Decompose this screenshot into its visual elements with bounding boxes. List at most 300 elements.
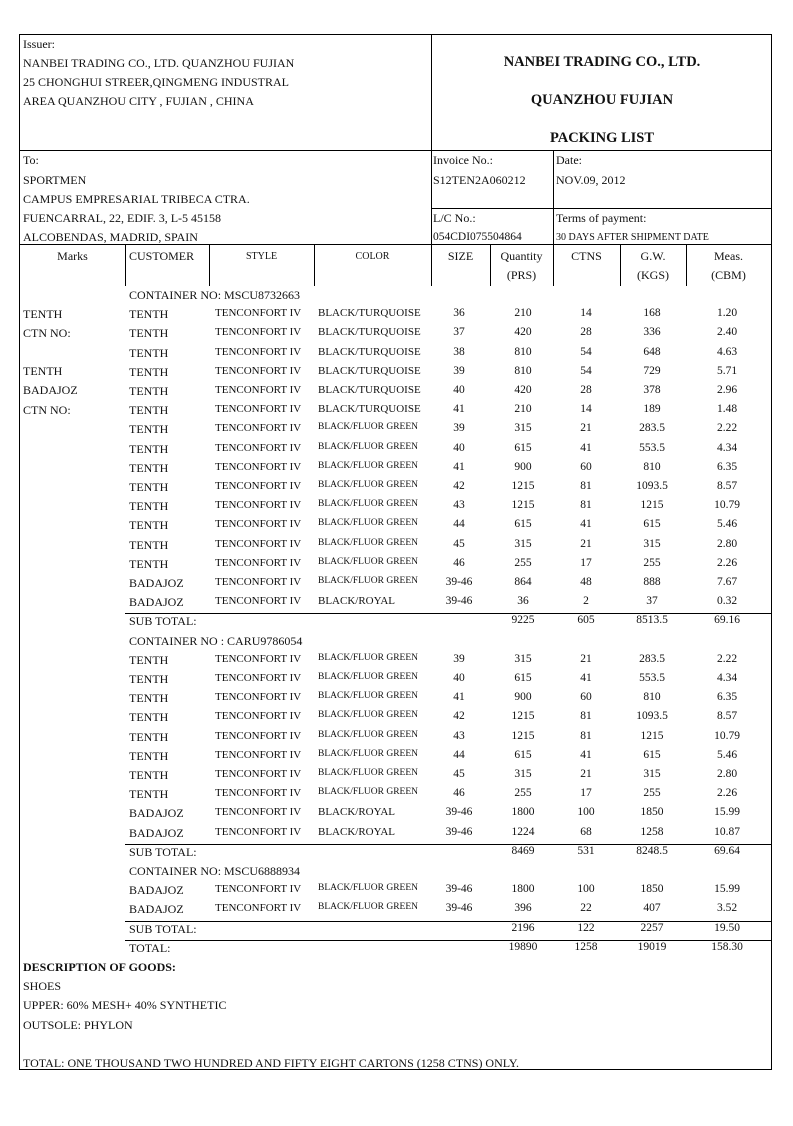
table-row <box>20 346 771 365</box>
gross-weight-cell: 1258 <box>640 825 664 838</box>
ctns-cell: 81 <box>580 710 592 723</box>
header-gw-unit: (KGS) <box>637 268 669 282</box>
subtotal-row <box>20 845 771 864</box>
issuer-label: Issuer: <box>23 37 55 51</box>
invoice-date-divider <box>553 150 554 244</box>
color-cell: BLACK/FLUOR GREEN <box>318 748 419 759</box>
customer-cell: TENTH <box>129 748 169 763</box>
color-cell: BLACK/TURQUOISE <box>318 345 421 358</box>
subtotal-gross-weight: 2257 <box>640 921 664 934</box>
table-row <box>20 365 771 384</box>
color-cell: BLACK/FLUOR GREEN <box>318 768 419 778</box>
quantity-cell: 1215 <box>511 499 535 512</box>
table-row <box>20 595 771 614</box>
size-cell: 45 <box>453 768 465 780</box>
size-cell: 39-46 <box>445 576 473 588</box>
measurement-cell: 0.32 <box>716 595 738 608</box>
customer-cell: TENTH <box>129 672 169 686</box>
customer-cell: TENTH <box>129 384 169 398</box>
style-cell: TENCONFORT IV <box>215 403 302 416</box>
size-cell: 39-46 <box>445 825 473 838</box>
ctns-cell: 60 <box>580 691 592 704</box>
measurement-cell: 1.48 <box>716 403 738 416</box>
size-cell: 39 <box>453 652 465 665</box>
style-cell: TENCONFORT IV <box>215 537 302 550</box>
total-label: TOTAL: <box>129 940 171 955</box>
quantity-cell: 615 <box>514 748 532 761</box>
gross-weight-cell: 648 <box>643 345 661 358</box>
header-style: STYLE <box>245 251 278 262</box>
table-row <box>20 384 771 403</box>
color-cell: BLACK/FLUOR GREEN <box>318 729 419 740</box>
table-row <box>20 326 771 345</box>
table-row <box>20 538 771 557</box>
ctns-cell: 28 <box>580 326 592 339</box>
style-cell: TENCONFORT IV <box>215 384 302 396</box>
shipping-mark: BADAJOZ <box>23 383 78 397</box>
color-cell: BLACK/TURQUOISE <box>318 364 421 377</box>
date-label: Date: <box>556 153 582 167</box>
customer-cell: TENTH <box>129 556 169 571</box>
color-cell: BLACK/FLUOR GREEN <box>318 576 419 586</box>
style-cell: TENCONFORT IV <box>215 806 302 819</box>
customer-cell: TENTH <box>129 326 169 341</box>
quantity-cell: 864 <box>514 576 532 588</box>
total-ctns: 1258 <box>574 940 598 953</box>
style-cell: TENCONFORT IV <box>215 441 302 454</box>
color-cell: BLACK/ROYAL <box>318 595 396 608</box>
ctns-cell: 21 <box>580 422 592 435</box>
ctns-cell: 14 <box>580 307 592 320</box>
color-cell: BLACK/FLUOR GREEN <box>318 691 419 702</box>
consignee-line-1: SPORTMEN <box>23 173 87 187</box>
gross-weight-cell: 810 <box>643 691 661 704</box>
ctns-cell: 41 <box>580 672 592 684</box>
ctns-cell: 68 <box>580 825 592 838</box>
subtotal-label: SUB TOTAL: <box>129 921 197 936</box>
subtotal-quantity: 2196 <box>511 921 535 934</box>
gross-weight-cell: 729 <box>643 364 661 377</box>
style-cell: TENCONFORT IV <box>215 825 302 838</box>
shipping-mark: CTN NO: <box>23 403 71 417</box>
color-cell: BLACK/TURQUOISE <box>318 326 421 339</box>
color-cell: BLACK/TURQUOISE <box>318 307 421 320</box>
table-row <box>20 787 771 806</box>
terms-value: 30 DAYS AFTER SHIPMENT DATE <box>556 232 709 243</box>
color-cell: BLACK/ROYAL <box>318 806 396 819</box>
measurement-cell: 2.80 <box>716 768 738 780</box>
measurement-cell: 6.35 <box>716 460 738 473</box>
customer-cell: TENTH <box>129 768 169 782</box>
color-cell: BLACK/TURQUOISE <box>318 384 421 396</box>
color-cell: BLACK/FLUOR GREEN <box>318 652 419 663</box>
size-cell: 40 <box>453 441 465 454</box>
packing-list-document <box>19 34 772 1070</box>
color-cell: BLACK/FLUOR GREEN <box>318 480 419 490</box>
header-customer: CUSTOMER <box>129 249 195 263</box>
size-cell: 43 <box>453 729 465 742</box>
invoice-number: S12TEN2A060212 <box>433 173 526 187</box>
color-cell: BLACK/FLUOR GREEN <box>318 787 419 798</box>
gross-weight-cell: 37 <box>646 595 658 608</box>
subtotal-quantity: 8469 <box>511 844 535 857</box>
consignee-line-3: FUENCARRAL, 22, EDIF. 3, L-5 45158 <box>23 211 222 225</box>
total-measurement: 158.30 <box>711 940 743 953</box>
quantity-cell: 315 <box>514 537 532 550</box>
gross-weight-cell: 1215 <box>640 729 664 742</box>
table-row <box>20 518 771 537</box>
table-row <box>20 730 771 749</box>
color-cell: BLACK/FLUOR GREEN <box>318 710 419 721</box>
style-cell: TENCONFORT IV <box>215 576 302 588</box>
ctns-cell: 60 <box>580 460 592 473</box>
table-row <box>20 499 771 518</box>
quantity-cell: 420 <box>514 384 532 396</box>
container-title <box>20 634 771 653</box>
table-row <box>20 307 771 326</box>
size-cell: 38 <box>453 345 465 358</box>
quantity-cell: 615 <box>514 518 532 531</box>
issuer-line-2: 25 CHONGHUI STREER,QINGMENG INDUSTRAL <box>23 75 289 89</box>
customer-cell: TENTH <box>129 345 169 360</box>
lc-label: L/C No.: <box>433 211 476 225</box>
ctns-cell: 54 <box>580 345 592 358</box>
customer-cell: TENTH <box>129 787 169 802</box>
measurement-cell: 8.57 <box>716 480 738 492</box>
customer-cell: TENTH <box>129 403 169 418</box>
style-cell: TENCONFORT IV <box>215 307 302 320</box>
gross-weight-cell: 615 <box>643 748 661 761</box>
gross-weight-cell: 168 <box>643 307 661 320</box>
color-cell: BLACK/FLUOR GREEN <box>318 441 419 452</box>
customer-cell: BADAJOZ <box>129 806 184 821</box>
gross-weight-cell: 1093.5 <box>636 480 668 492</box>
measurement-cell: 2.22 <box>716 422 738 435</box>
ctns-cell: 14 <box>580 403 592 416</box>
size-cell: 40 <box>453 384 465 396</box>
style-cell: TENCONFORT IV <box>215 748 302 761</box>
style-cell: TENCONFORT IV <box>215 652 302 665</box>
measurement-cell: 5.46 <box>716 748 738 761</box>
style-cell: TENCONFORT IV <box>215 729 302 742</box>
quantity-cell: 1215 <box>511 710 535 723</box>
ctns-cell: 21 <box>580 768 592 780</box>
style-cell: TENCONFORT IV <box>215 422 302 435</box>
header-quantity: Quantity <box>500 249 543 263</box>
gross-weight-cell: 283.5 <box>639 652 665 665</box>
subtotal-measurement: 69.16 <box>714 614 740 627</box>
container-title <box>20 864 771 883</box>
ctns-cell: 22 <box>580 902 592 915</box>
subtotal-row <box>20 922 771 941</box>
color-cell: BLACK/FLUOR GREEN <box>318 518 419 529</box>
measurement-cell: 2.40 <box>716 326 738 339</box>
ctns-cell: 17 <box>580 787 592 800</box>
size-cell: 43 <box>453 499 465 512</box>
quantity-cell: 36 <box>517 595 529 608</box>
color-cell: BLACK/FLUOR GREEN <box>318 537 419 548</box>
color-cell: BLACK/TURQUOISE <box>318 403 421 416</box>
customer-cell: TENTH <box>129 499 169 514</box>
table-row <box>20 691 771 710</box>
gross-weight-cell: 189 <box>643 403 661 416</box>
ctns-cell: 21 <box>580 537 592 550</box>
ctns-cell: 17 <box>580 556 592 569</box>
gross-weight-cell: 283.5 <box>639 422 665 435</box>
customer-cell: TENTH <box>129 729 169 744</box>
consignee-line-4: ALCOBENDAS, MADRID, SPAIN <box>23 230 198 244</box>
color-cell: BLACK/ROYAL <box>318 825 396 838</box>
size-cell: 41 <box>453 691 465 704</box>
quantity-cell: 615 <box>514 672 532 684</box>
table-row <box>20 749 771 768</box>
color-cell: BLACK/FLUOR GREEN <box>318 422 419 433</box>
style-cell: TENCONFORT IV <box>215 345 302 358</box>
container-number: CONTAINER NO: MSCU6888934 <box>129 864 301 878</box>
gross-weight-cell: 615 <box>643 518 661 531</box>
ctns-cell: 81 <box>580 729 592 742</box>
ctns-cell: 2 <box>583 595 589 608</box>
invoice-label: Invoice No.: <box>433 153 493 167</box>
style-cell: TENCONFORT IV <box>215 883 302 896</box>
measurement-cell: 2.80 <box>716 537 738 550</box>
quantity-cell: 210 <box>514 403 532 416</box>
size-cell: 46 <box>453 556 465 569</box>
subtotal-ctns: 531 <box>577 844 595 857</box>
style-cell: TENCONFORT IV <box>215 326 302 339</box>
table-top-rule <box>20 244 771 245</box>
style-cell: TENCONFORT IV <box>215 480 302 492</box>
quantity-cell: 255 <box>514 787 532 800</box>
style-cell: TENCONFORT IV <box>215 691 302 704</box>
to-label: To: <box>23 153 39 167</box>
issuer-line-3: AREA QUANZHOU CITY , FUJIAN , CHINA <box>23 94 254 108</box>
style-cell: TENCONFORT IV <box>215 787 302 800</box>
customer-cell: TENTH <box>129 460 169 475</box>
table-row <box>20 806 771 825</box>
color-cell: BLACK/FLUOR GREEN <box>318 460 419 471</box>
measurement-cell: 2.26 <box>716 787 738 800</box>
customer-cell: TENTH <box>129 537 169 552</box>
quantity-cell: 210 <box>514 307 532 320</box>
ctns-cell: 28 <box>580 384 592 396</box>
quantity-cell: 315 <box>514 652 532 665</box>
style-cell: TENCONFORT IV <box>215 902 302 915</box>
quantity-cell: 900 <box>514 460 532 473</box>
quantity-cell: 615 <box>514 441 532 454</box>
header-meas-unit: (CBM) <box>711 268 746 282</box>
col-divider <box>125 244 126 286</box>
header-color: COLOR <box>355 251 390 262</box>
ctns-cell: 48 <box>580 576 592 588</box>
gross-weight-cell: 888 <box>643 576 661 588</box>
measurement-cell: 10.79 <box>714 499 740 512</box>
gross-weight-cell: 1093.5 <box>636 710 668 723</box>
size-cell: 37 <box>453 326 465 339</box>
measurement-cell: 2.96 <box>716 384 738 396</box>
measurement-cell: 15.99 <box>714 806 740 819</box>
table-row <box>20 653 771 672</box>
ctns-cell: 54 <box>580 364 592 377</box>
quantity-cell: 1215 <box>511 729 535 742</box>
customer-cell: TENTH <box>129 364 169 379</box>
ctns-cell: 100 <box>577 883 595 896</box>
container-title <box>20 288 771 307</box>
subtotal-measurement: 69.64 <box>714 844 740 857</box>
shipping-mark: TENTH <box>23 364 63 378</box>
customer-cell: BADAJOZ <box>129 595 184 610</box>
table-row <box>20 768 771 787</box>
subtotal-ctns: 605 <box>577 614 595 627</box>
table-row <box>20 557 771 576</box>
size-cell: 45 <box>453 537 465 550</box>
measurement-cell: 4.34 <box>716 672 738 684</box>
table-row <box>20 422 771 441</box>
style-cell: TENCONFORT IV <box>215 518 302 531</box>
measurement-cell: 4.63 <box>716 345 738 358</box>
size-cell: 39-46 <box>445 902 473 915</box>
measurement-cell: 10.79 <box>714 729 740 742</box>
size-cell: 40 <box>453 672 465 684</box>
customer-cell: BADAJOZ <box>129 883 184 898</box>
gross-weight-cell: 407 <box>643 902 661 915</box>
style-cell: TENCONFORT IV <box>215 460 302 473</box>
table-row <box>20 672 771 691</box>
measurement-cell: 5.46 <box>716 518 738 531</box>
shipping-mark: CTN NO: <box>23 326 71 340</box>
quantity-cell: 1224 <box>511 825 535 838</box>
color-cell: BLACK/FLUOR GREEN <box>318 902 419 913</box>
issuer-line-1: NANBEI TRADING CO., LTD. QUANZHOU FUJIAN <box>23 56 295 70</box>
subtotal-measurement: 19.50 <box>714 921 740 934</box>
gross-weight-cell: 553.5 <box>639 441 665 454</box>
table-row <box>20 826 771 845</box>
gross-weight-cell: 1850 <box>640 806 664 819</box>
quantity-cell: 315 <box>514 768 532 780</box>
invoice-lc-rule <box>431 208 771 209</box>
table-row <box>20 883 771 902</box>
table-row <box>20 576 771 595</box>
subtotal-quantity: 9225 <box>511 614 535 627</box>
customer-cell: TENTH <box>129 518 169 533</box>
table-row <box>20 902 771 921</box>
gross-weight-cell: 378 <box>643 384 661 396</box>
gross-weight-cell: 1850 <box>640 883 664 896</box>
quantity-cell: 255 <box>514 556 532 569</box>
customer-cell: TENTH <box>129 422 169 437</box>
ctns-cell: 41 <box>580 518 592 531</box>
ctns-cell: 41 <box>580 748 592 761</box>
terms-label: Terms of payment: <box>556 211 647 225</box>
gross-weight-cell: 553.5 <box>639 672 665 684</box>
ctns-cell: 81 <box>580 499 592 512</box>
consignee-line-2: CAMPUS EMPRESARIAL TRIBECA CTRA. <box>23 192 250 206</box>
style-cell: TENCONFORT IV <box>215 556 302 569</box>
quantity-cell: 1215 <box>511 480 535 492</box>
customer-cell: BADAJOZ <box>129 576 184 590</box>
company-city: QUANZHOU FUJIAN <box>530 92 674 108</box>
gross-weight-cell: 255 <box>643 556 661 569</box>
total-row <box>20 941 771 960</box>
header-quantity-unit: (PRS) <box>506 268 537 282</box>
size-cell: 39-46 <box>445 806 473 819</box>
size-cell: 44 <box>453 748 465 761</box>
header-gw: G.W. <box>640 249 666 263</box>
header-marks: Marks <box>57 249 88 263</box>
description-heading: DESCRIPTION OF GOODS: <box>23 960 176 974</box>
measurement-cell: 7.67 <box>716 576 738 588</box>
gross-weight-cell: 315 <box>643 768 661 780</box>
style-cell: TENCONFORT IV <box>215 364 302 377</box>
customer-cell: TENTH <box>129 307 169 322</box>
size-cell: 42 <box>453 480 465 492</box>
size-cell: 39 <box>453 364 465 377</box>
style-cell: TENCONFORT IV <box>215 672 302 684</box>
ctns-cell: 21 <box>580 652 592 665</box>
table-row <box>20 461 771 480</box>
gross-weight-cell: 1215 <box>640 499 664 512</box>
table-row <box>20 403 771 422</box>
description-line: OUTSOLE: PHYLON <box>23 1018 133 1032</box>
table-row <box>20 710 771 729</box>
measurement-cell: 8.57 <box>716 710 738 723</box>
size-cell: 42 <box>453 710 465 723</box>
style-cell: TENCONFORT IV <box>215 499 302 512</box>
size-cell: 39-46 <box>445 883 473 896</box>
customer-cell: TENTH <box>129 691 169 706</box>
date-value: NOV.09, 2012 <box>556 173 626 187</box>
measurement-cell: 6.35 <box>716 691 738 704</box>
header-size: SIZE <box>447 249 474 263</box>
color-cell: BLACK/FLUOR GREEN <box>318 883 419 894</box>
lc-number: 054CDI075504864 <box>433 231 522 243</box>
header-ctns: CTNS <box>571 249 602 263</box>
gross-weight-cell: 336 <box>643 326 661 339</box>
color-cell: BLACK/FLUOR GREEN <box>318 556 419 567</box>
subtotal-ctns: 122 <box>577 921 595 934</box>
quantity-cell: 900 <box>514 691 532 704</box>
customer-cell: TENTH <box>129 441 169 456</box>
table-row <box>20 480 771 499</box>
quantity-cell: 420 <box>514 326 532 339</box>
size-cell: 41 <box>453 460 465 473</box>
size-cell: 39 <box>453 422 465 435</box>
subtotal-gross-weight: 8248.5 <box>636 844 668 857</box>
measurement-cell: 2.26 <box>716 556 738 569</box>
measurement-cell: 4.34 <box>716 441 738 454</box>
style-cell: TENCONFORT IV <box>215 710 302 723</box>
style-cell: TENCONFORT IV <box>215 595 302 608</box>
measurement-cell: 3.52 <box>716 902 738 915</box>
size-cell: 39-46 <box>445 595 473 608</box>
quantity-cell: 1800 <box>511 883 535 896</box>
table-row <box>20 442 771 461</box>
total-gross-weight: 19019 <box>637 940 667 953</box>
gross-weight-cell: 255 <box>643 787 661 800</box>
size-cell: 41 <box>453 403 465 416</box>
header-bottom-rule <box>20 150 771 151</box>
quantity-cell: 396 <box>514 902 532 915</box>
total-in-words: TOTAL: ONE THOUSAND TWO HUNDRED AND FIFTY EIGHT CARTONS (1258 CTNS) ONLY. <box>23 1056 520 1070</box>
measurement-cell: 1.20 <box>716 307 738 320</box>
size-cell: 44 <box>453 518 465 531</box>
document-title: PACKING LIST <box>549 130 655 146</box>
ctns-cell: 100 <box>577 806 595 819</box>
ctns-cell: 81 <box>580 480 592 492</box>
measurement-cell: 5.71 <box>716 364 738 377</box>
size-cell: 46 <box>453 787 465 800</box>
quantity-cell: 810 <box>514 345 532 358</box>
